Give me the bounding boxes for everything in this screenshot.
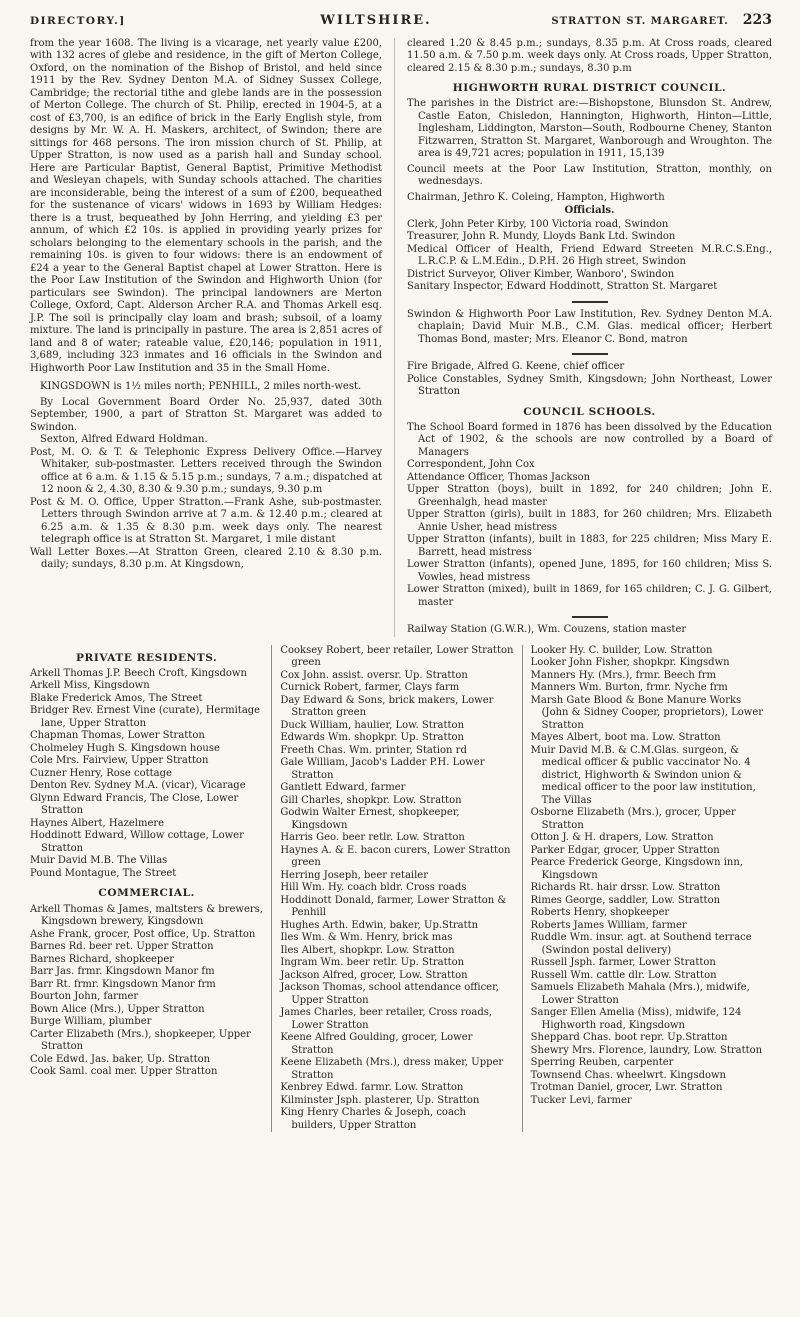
parish-header <box>522 12 772 30</box>
commercial-entry: Godwin Walter Ernest, shopkeeper, Kingsdown <box>280 807 460 831</box>
resident-entry: Cuzner Henry, Rose cottage <box>30 767 172 779</box>
resident-entry: Muir David M.B. The Villas <box>30 855 168 867</box>
resident-entry: Arkell Thomas J.P. Beech Croft, Kingsdown <box>30 667 247 679</box>
commercial-entry: Ingram Wm. beer retlr. Up. Stratton <box>280 957 465 969</box>
commercial-entry: Richards Rt. hair drssr. Low. Stratton <box>530 882 721 894</box>
official-entry: Treasurer, John R. Mundy, Lloyds Bank Ltd. Swindon <box>407 231 676 243</box>
parish-title: STRATTON ST. MARGARET. <box>551 16 729 27</box>
commercial-entry: Cooksey Robert, beer retailer, Lower Stratton green <box>280 644 514 669</box>
commercial-entry: Tucker Levi, farmer <box>530 1094 632 1106</box>
officials-heading: Officials. <box>564 205 615 217</box>
commercial-entry: Kilminster Jsph. plasterer, Up. Stratton <box>280 1094 480 1106</box>
resident-entry: Bridger Rev. Ernest Vine (curate), Hermitage lane, Upper Stratton <box>30 705 261 729</box>
private-residents-list <box>30 668 263 881</box>
resident-entry: Cole Mrs. Fairview, Upper Stratton <box>30 755 209 767</box>
county-title: WILTSHIRE. <box>320 13 432 28</box>
commercial-entry: Herring Joseph, beer retailer <box>280 869 428 881</box>
commercial-entry: King Henry Charles & Joseph, coach builders, Upper Stratton <box>280 1107 466 1131</box>
commercial-entry: Harris Geo. beer retlr. Low. Stratton <box>280 832 465 844</box>
commercial-entry: Russell Wm. cattle dlr. Low. Stratton <box>530 969 717 981</box>
commercial-entry: Sheppard Chas. boot repr. Up.Stratton <box>530 1032 728 1044</box>
police-line: Police Constables, Sydney Smith, Kingsdown; John Northeast, Lower Stratton <box>407 373 772 398</box>
listings-column-1 <box>30 645 271 1133</box>
parishes-paragraph: The parishes in the District are:—Bishopstone, Blunsdon St. Andrew, Castle Eaton, Chisledon, Hannington, Highworth, Hinton—Little, Inglesham, Liddington, Marston—South, Rodbourne Cheney, Stanton Fitzwarren, Stratton St. Margaret, Wanborough and Wroughton. The area is 49,721 acres; population in 1911, 15,139 <box>407 98 772 160</box>
commercial-entry: Keene Elizabeth (Mrs.), dress maker, Upper Stratton <box>280 1057 504 1081</box>
official-entry: Clerk, John Peter Kirby, 100 Victoria road, Swindon <box>407 218 669 230</box>
listings-columns <box>30 645 772 1133</box>
school-entry: Upper Stratton (girls), built in 1883, for 260 children; Mrs. Elizabeth Annie Usher, head mistress <box>407 509 772 533</box>
commercial-entry: Pearce Frederick George, Kingsdown inn, Kingsdown <box>530 857 743 881</box>
commercial-entry: Barr Rt. frmr. Kingsdown Manor frm <box>30 978 216 990</box>
commercial-entry: Hoddinott Donald, farmer, Lower Stratton & Penhill <box>280 894 507 919</box>
left-column <box>30 38 382 637</box>
commercial-entry: Jackson Alfred, grocer, Low. Stratton <box>280 969 468 981</box>
official-entry: Sanitary Inspector, Edward Hoddinott, Stratton St. Margaret <box>407 281 718 293</box>
commercial-entry: Cook Saml. coal mer. Upper Stratton <box>30 1066 218 1077</box>
commercial-entry: Carter Elizabeth (Mrs.), shopkeeper, Upper Stratton <box>30 1028 251 1052</box>
commercial-entry: Gantlett Edward, farmer <box>280 782 406 794</box>
resident-entry: Blake Frederick Amos, The Street <box>30 692 203 704</box>
commercial-entry: Roberts Henry, shopkeeper <box>530 907 670 919</box>
sexton-line: Sexton, Alfred Edward Holdman. <box>40 434 208 445</box>
commercial-entry: Barr Jas. frmr. Kingsdown Manor fm <box>30 966 215 977</box>
official-entry: District Surveyor, Oliver Kimber, Wanboro', Swindon <box>407 268 675 280</box>
commercial-entry: Trotman Daniel, grocer, Lwr. Stratton <box>530 1082 723 1094</box>
page-number: 223 <box>742 12 772 28</box>
commercial-entry: Looker John Fisher, shopkpr. Kingsdwn <box>530 657 730 669</box>
commercial-entry: Freeth Chas. Wm. printer, Station rd <box>280 744 467 756</box>
resident-entry: Pound Montague, The Street <box>30 867 177 879</box>
commercial-entry: Sanger Ellen Amelia (Miss), midwife, 124 Highworth road, Kingsdown <box>530 1007 742 1031</box>
listings-column-2 <box>271 645 521 1133</box>
commercial-entry: Iles Wm. & Wm. Henry, brick mas <box>280 932 453 944</box>
commercial-entry: Kenbrey Edwd. farmr. Low. Stratton <box>280 1082 464 1094</box>
section-divider <box>572 301 608 303</box>
commercial-entry: Otton J. & H. drapers, Low. Stratton <box>530 832 714 844</box>
official-entry: Medical Officer of Health, Friend Edward Streeten M.R.C.S.Eng., L.R.C.P. & L.M.Edin., D.P.H. 26 High street, Swindon <box>407 243 772 268</box>
wall-boxes-continuation: cleared 1.20 & 8.45 p.m.; sundays, 8.35 p.m. At Cross roads, cleared 11.50 a.m. & 7.50 p.m. week days only. At Cross roads, Upper Stratton, cleared 2.15 & 8.30 p.m.; sundays, 8.30 p.m <box>407 37 772 74</box>
commercial-entry: Arkell Thomas & James, maltsters & brewers, Kingsdown brewery, Kingsdown <box>30 903 263 927</box>
commercial-entry: Roberts James William, farmer <box>530 919 687 931</box>
right-column <box>394 38 772 637</box>
commercial-entry: Iles Albert, shopkpr. Low. Stratton <box>280 944 455 956</box>
school-entry: Correspondent, John Cox <box>407 459 535 471</box>
commercial-entry: Shewry Mrs. Florence, laundry, Low. Stratton <box>530 1044 763 1056</box>
district-council-heading: HIGHWORTH RURAL DISTRICT COUNCIL. <box>452 82 727 94</box>
post-office-entry: Post, M. O. & T. & Telephonic Express Delivery Office.—Harvey Whitaker, sub-postmaster. Letters received through the Swindon office at 6 a.m. & 1.15 & 5.15 p.m.; sundays, 7 a.m.; dispatched at 12 noon & 2, 4.30, 8.30 & 9.30 p.m.; sundays, 9.30 p.m <box>30 446 382 495</box>
commercial-entry: Day Edward & Sons, brick makers, Lower Stratton green <box>280 694 494 719</box>
resident-entry: Cholmeley Hugh S. Kingsdown house <box>30 742 220 754</box>
commercial-entry: Muir David M.B. & C.M.Glas. surgeon, & medical officer & public vaccinator No. 4 district, Highworth & Swindon union & medical officer to the poor law institution, The Villas <box>530 744 756 806</box>
commercial-entry: Hill Wm. Hy. coach bldr. Cross roads <box>280 882 467 894</box>
chairman-line: Chairman, Jethro K. Coleing, Hampton, Highworth <box>407 191 665 203</box>
commercial-entry: Edwards Wm. shopkpr. Up. Stratton <box>280 732 464 744</box>
commercial-entry: Burge William, plumber <box>30 1016 152 1027</box>
commercial-entry: Gill Charles, shopkpr. Low. Stratton <box>280 794 462 806</box>
commercial-entry: Bown Alice (Mrs.), Upper Stratton <box>30 1003 205 1015</box>
commercial-entry: Cox John. assist. oversr. Up. Stratton <box>280 669 468 681</box>
commercial-entry: Ruddle Wm. insur. agt. at Southend terrace (Swindon postal delivery) <box>530 932 752 956</box>
commercial-entry: Osborne Elizabeth (Mrs.), grocer, Upper Stratton <box>530 807 736 831</box>
resident-entry: Chapman Thomas, Lower Stratton <box>30 730 205 742</box>
kingsdown-paragraph: KINGSDOWN is 1½ miles north; PENHILL, 2 miles north-west. <box>40 381 362 392</box>
section-divider <box>572 616 608 618</box>
commercial-entry: Hughes Arth. Edwin, baker, Up.Strattn <box>280 919 479 931</box>
school-entry: Lower Stratton (mixed), built in 1869, for 165 children; C. J. G. Gilbert, master <box>407 584 772 608</box>
commercial-entry: Ashe Frank, grocer, Post office, Up. Stratton <box>30 928 256 940</box>
commercial-entry: Manners Hy. (Mrs.), frmr. Beech frm <box>530 669 717 681</box>
commercial-list-a <box>30 904 263 1079</box>
post-office-list <box>30 447 382 572</box>
council-meets-line: Council meets at the Poor Law Institution, Stratton, monthly, on wednesdays. <box>407 163 772 188</box>
resident-entry: Glynn Edward Francis, The Close, Lower Stratton <box>30 792 239 817</box>
commercial-entry: Parker Edgar, grocer, Upper Stratton <box>530 844 720 856</box>
school-entry: The School Board formed in 1876 has been dissolved by the Education Act of 1902, & the schools are now controlled by a Board of Managers <box>407 421 772 458</box>
post-office-entry: Post & M. O. Office, Upper Stratton.—Frank Ashe, sub-postmaster. Letters through Swindon arrive at 7 a.m. & 12.40 p.m.; cleared at 6.25 a.m. & 1.35 & 8.30 p.m. week days only. The nearest telegraph office is at Stratton St. Margaret, 1 mile distant <box>30 496 382 545</box>
poor-law-institution-paragraph: Swindon & Highworth Poor Law Institution, Rev. Sydney Denton M.A. chaplain; David Muir M.B., C.M. Glas. medical officer; Herbert Thomas Bond, master; Mrs. Eleanor C. Bond, matron <box>407 308 772 345</box>
council-schools-heading: COUNCIL SCHOOLS. <box>523 405 656 418</box>
post-office-entry: Wall Letter Boxes.—At Stratton Green, cleared 2.10 & 8.30 p.m. daily; sundays, 8.30 p.m. At Kingsdown, <box>30 546 382 570</box>
school-entry: Lower Stratton (infants), opened June, 1895, for 160 children; Miss S. Vowles, head mistress <box>407 559 772 583</box>
commercial-entry: Sperring Reuben, carpenter <box>530 1057 674 1069</box>
commercial-heading: COMMERCIAL. <box>98 887 195 900</box>
commercial-entry: Townsend Chas. wheelwrt. Kingsdown <box>530 1069 726 1081</box>
commercial-entry: Samuels Elizabeth Mahala (Mrs.), midwife, Lower Stratton <box>530 982 750 1006</box>
commercial-entry: Duck William, haulier, Low. Stratton <box>280 719 465 731</box>
commercial-entry: Bourton John, farmer <box>30 991 139 1002</box>
school-entry: Attendance Officer, Thomas Jackson <box>407 471 591 483</box>
school-entry: Upper Stratton (infants), built in 1883, for 225 children; Miss Mary E. Barrett, head mistress <box>407 534 772 558</box>
resident-entry: Haynes Albert, Hazelmere <box>30 817 165 829</box>
main-columns <box>30 38 772 637</box>
resident-entry: Arkell Miss, Kingsdown <box>30 680 150 692</box>
section-divider <box>572 353 608 355</box>
commercial-entry: Mayes Albert, boot ma. Low. Stratton <box>530 732 721 744</box>
commercial-entry: Russell Jsph. farmer, Lower Stratton <box>530 957 716 969</box>
commercial-entry: Marsh Gate Blood & Bone Manure Works (John & Sidney Cooper, proprietors), Lower Stratton <box>530 694 764 731</box>
commercial-entry: Haynes A. & E. bacon curers, Lower Stratton green <box>280 844 511 869</box>
commercial-entry: Barnes Rd. beer ret. Upper Stratton <box>30 941 214 952</box>
directory-label: DIRECTORY.] <box>30 15 126 27</box>
page-header <box>30 12 772 30</box>
officials-list <box>407 219 772 294</box>
council-schools-list <box>407 422 772 610</box>
intro-paragraph: from the year 1608. The living is a vicarage, net yearly value £200, with 132 acres of glebe and residence, in the gift of Merton College, Oxford, on the nomination of the Bishop of Bristol, and held since 1911 by the Rev. Sydney Denton M.A. of Sidney Sussex College, Cambridge; the rectorial tithe and glebe lands are in the possession of Merton College. The church of St. Philip, erected in 1904-5, at a cost of £3,700, is an edifice of brick in the Early English style, from designs by Mr. W. A. H. Maskers, architect, of Swindon; there are sittings for 468 persons. The iron mission church of St. Philip, at Upper Stratton, is now used as a parish hall and Sunday school. Here are Particular Baptist, General Baptist, Primitive Methodist and Wesleyan chapels, with Sunday schools attached. The charities are inconsiderable, being the interest of a sum of £200, bequeathed for the sustenance of vicars' widows in 1693 by William Hedges: there is a trust, bequeathed by John Herring, and yielding £3 per annum, of which £2 10s. is applied in providing yearly prizes for scholars belonging to the elementary schools in the parish, and the remaining 10s. is given to four widows: there is an endowment of £24 a year to the General Baptist chapel at Lower Stratton. Here is the Poor Law Institution of the Swindon and Highworth Union (for particulars see Swindon). The principal landowners are Merton College, Oxford, Capt. Alderson Archer R.A. and Thomas Arkell esq. J.P. The soil is principally clay loam and brash; subsoil, of a loamy mixture. The land is principally in pasture. The area is 2,851 acres of land and 8 of water; rateable value, £20,146; population in 1911, 3,689, including 323 inmates and 16 officials in the Swindon and Highworth Poor Law Institution and 35 in the Small Home. <box>30 37 382 374</box>
commercial-entry: Barnes Richard, shopkeeper <box>30 953 175 965</box>
school-entry: Upper Stratton (boys), built in 1892, for 240 children; John E. Greenhalgh, head master <box>407 484 772 508</box>
commercial-entry: Curnick Robert, farmer, Clays farm <box>280 682 460 694</box>
board-order-paragraph: By Local Government Board Order No. 25,937, dated 30th September, 1900, a part of Stratton St. Margaret was added to Swindon. <box>30 396 382 433</box>
private-residents-heading: PRIVATE RESIDENTS. <box>76 651 218 664</box>
resident-entry: Denton Rev. Sydney M.A. (vicar), Vicarage <box>30 780 246 792</box>
commercial-entry: Looker Hy. C. builder, Low. Stratton <box>530 644 713 656</box>
commercial-entry: Rimes George, saddler, Low. Stratton <box>530 894 721 906</box>
resident-entry: Hoddinott Edward, Willow cottage, Lower Stratton <box>30 830 244 854</box>
commercial-entry: Gale William, Jacob's Ladder P.H. Lower Stratton <box>280 757 485 781</box>
commercial-entry: Jackson Thomas, school attendance officer, Upper Stratton <box>280 982 499 1006</box>
listings-column-3 <box>522 645 772 1133</box>
fire-brigade-line: Fire Brigade, Alfred G. Keene, chief officer <box>407 361 625 373</box>
commercial-list-c <box>531 645 764 1108</box>
commercial-entry: James Charles, beer retailer, Cross roads, Lower Stratton <box>280 1007 493 1031</box>
railway-station-line: Railway Station (G.W.R.), Wm. Couzens, station master <box>407 624 687 636</box>
commercial-entry: Manners Wm. Burton, frmr. Nyche frm <box>530 682 728 694</box>
commercial-entry: Cole Edwd. Jas. baker, Up. Stratton <box>30 1053 211 1065</box>
commercial-entry: Keene Alfred Goulding, grocer, Lower Stratton <box>280 1032 473 1056</box>
commercial-list-b <box>280 645 513 1133</box>
